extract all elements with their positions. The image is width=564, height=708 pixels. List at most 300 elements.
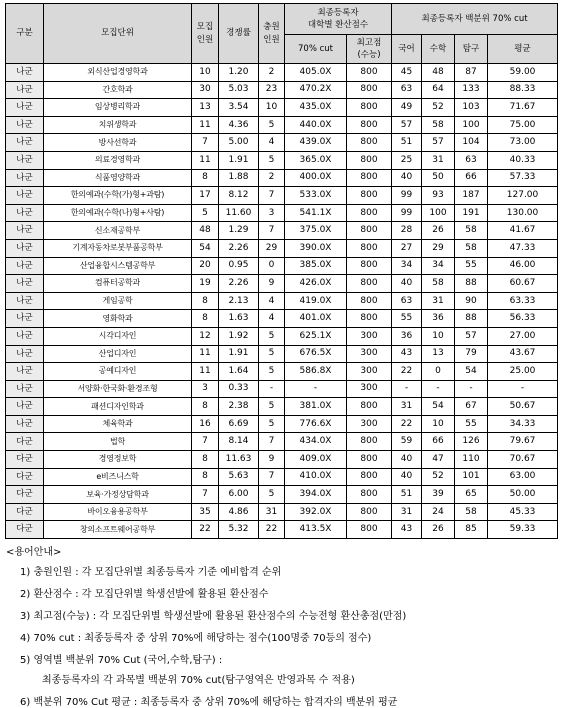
cell-cut: 440.0X bbox=[285, 116, 347, 134]
table-row bbox=[6, 134, 558, 152]
cell-max: 800 bbox=[347, 468, 392, 486]
cell-avg: 130.00 bbox=[488, 204, 558, 222]
header-max-line2: (수능) bbox=[357, 50, 381, 60]
cell-math: 100 bbox=[422, 204, 455, 222]
cell-max: 800 bbox=[347, 222, 392, 240]
cell-comp: 4.36 bbox=[219, 116, 259, 134]
cell-extra: 9 bbox=[259, 451, 285, 469]
glossary-line: 4) 70% cut : 최종등록자 중 상위 70%에 해당하는 점수(100명중 70등의 점수) bbox=[20, 633, 372, 644]
cell-avg: 34.33 bbox=[488, 415, 558, 433]
cell-inq: 58 bbox=[455, 222, 488, 240]
cell-max: 800 bbox=[347, 99, 392, 117]
cell-unit: 시각디자인 bbox=[44, 327, 192, 345]
cell-cut: 435.0X bbox=[285, 99, 347, 117]
cell-extra: 31 bbox=[259, 503, 285, 521]
cell-gu: 나군 bbox=[6, 398, 44, 416]
cell-max: 800 bbox=[347, 151, 392, 169]
cell-inwon: 11 bbox=[192, 151, 219, 169]
cell-avg: - bbox=[488, 380, 558, 398]
cell-comp: 1.88 bbox=[219, 169, 259, 187]
cell-kor: 51 bbox=[392, 486, 422, 504]
cell-kor: 51 bbox=[392, 134, 422, 152]
cell-avg: 63.00 bbox=[488, 468, 558, 486]
cell-comp: 1.20 bbox=[219, 64, 259, 82]
cell-math: 57 bbox=[422, 134, 455, 152]
cell-inq: 110 bbox=[455, 451, 488, 469]
cell-comp: 0.33 bbox=[219, 380, 259, 398]
cell-unit: 창의소프트웨어공학부 bbox=[44, 521, 192, 539]
table-row bbox=[6, 275, 558, 293]
table-row bbox=[6, 204, 558, 222]
header-score-group bbox=[285, 4, 392, 35]
cell-avg: 56.33 bbox=[488, 310, 558, 328]
cell-kor: 57 bbox=[392, 116, 422, 134]
cell-avg: 63.33 bbox=[488, 292, 558, 310]
cell-avg: 43.67 bbox=[488, 345, 558, 363]
cell-inq: 67 bbox=[455, 398, 488, 416]
header-score-group-line2: 대학별 환산점수 bbox=[307, 20, 369, 30]
cell-avg: 41.67 bbox=[488, 222, 558, 240]
cell-inq: 85 bbox=[455, 521, 488, 539]
cell-cut: 439.0X bbox=[285, 134, 347, 152]
cell-math: 26 bbox=[422, 222, 455, 240]
cell-inq: 63 bbox=[455, 151, 488, 169]
table-row bbox=[6, 521, 558, 539]
cell-unit: 컴퓨터공학과 bbox=[44, 275, 192, 293]
cell-gu: 나군 bbox=[6, 363, 44, 381]
header-inwon bbox=[192, 4, 219, 64]
cell-inq: 58 bbox=[455, 239, 488, 257]
cell-math: 31 bbox=[422, 151, 455, 169]
cell-avg: 127.00 bbox=[488, 187, 558, 205]
cell-extra: 7 bbox=[259, 187, 285, 205]
table-row bbox=[6, 151, 558, 169]
cell-inq: 104 bbox=[455, 134, 488, 152]
table-row bbox=[6, 81, 558, 99]
cell-kor: 31 bbox=[392, 398, 422, 416]
cell-max: 800 bbox=[347, 398, 392, 416]
cell-extra: 2 bbox=[259, 169, 285, 187]
cell-extra: 5 bbox=[259, 415, 285, 433]
cell-cut: 394.0X bbox=[285, 486, 347, 504]
cell-avg: 45.33 bbox=[488, 503, 558, 521]
cell-kor: 25 bbox=[392, 151, 422, 169]
cell-max: 800 bbox=[347, 257, 392, 275]
cell-gu: 다군 bbox=[6, 486, 44, 504]
cell-inwon: 17 bbox=[192, 187, 219, 205]
cell-math: 26 bbox=[422, 521, 455, 539]
cell-cut: 410.0X bbox=[285, 468, 347, 486]
table-row bbox=[6, 99, 558, 117]
cell-inwon: 7 bbox=[192, 486, 219, 504]
cell-max: 800 bbox=[347, 310, 392, 328]
cell-unit: 한의예과(수학(가)형+과탐) bbox=[44, 187, 192, 205]
cell-gu: 나군 bbox=[6, 116, 44, 134]
cell-math: - bbox=[422, 380, 455, 398]
cell-gu: 나군 bbox=[6, 415, 44, 433]
cell-cut: 385.0X bbox=[285, 257, 347, 275]
cell-inq: 66 bbox=[455, 169, 488, 187]
cell-math: 36 bbox=[422, 310, 455, 328]
header-pct-group: 최종등록자 백분위 70% cut bbox=[392, 4, 558, 35]
cell-extra: 23 bbox=[259, 81, 285, 99]
cell-max: 800 bbox=[347, 204, 392, 222]
cell-cut: 390.0X bbox=[285, 239, 347, 257]
cell-inwon: 12 bbox=[192, 327, 219, 345]
cell-inwon: 48 bbox=[192, 222, 219, 240]
cell-inq: 55 bbox=[455, 257, 488, 275]
cell-cut: 586.8X bbox=[285, 363, 347, 381]
glossary-line: 1) 충원인원 : 각 모집단위별 최종등록자 기준 예비합격 순위 bbox=[20, 567, 282, 578]
table-row bbox=[6, 64, 558, 82]
table-row bbox=[6, 415, 558, 433]
cell-gu: 다군 bbox=[6, 451, 44, 469]
cell-comp: 2.26 bbox=[219, 239, 259, 257]
cell-gu: 나군 bbox=[6, 257, 44, 275]
cell-inwon: 8 bbox=[192, 451, 219, 469]
cell-unit: 서양화·한국화·환경조형 bbox=[44, 380, 192, 398]
cell-comp: 11.63 bbox=[219, 451, 259, 469]
cell-max: 800 bbox=[347, 503, 392, 521]
table-row bbox=[6, 239, 558, 257]
cell-gu: 나군 bbox=[6, 134, 44, 152]
cell-math: 93 bbox=[422, 187, 455, 205]
cell-inq: 88 bbox=[455, 310, 488, 328]
table-row bbox=[6, 468, 558, 486]
cell-extra: 5 bbox=[259, 398, 285, 416]
cell-kor: 40 bbox=[392, 275, 422, 293]
cell-math: 10 bbox=[422, 327, 455, 345]
cell-math: 64 bbox=[422, 81, 455, 99]
cell-gu: 나군 bbox=[6, 310, 44, 328]
cell-comp: 3.54 bbox=[219, 99, 259, 117]
cell-unit: 기계자동차로봇부품공학부 bbox=[44, 239, 192, 257]
cell-avg: 47.33 bbox=[488, 239, 558, 257]
table-row bbox=[6, 257, 558, 275]
cell-extra: 4 bbox=[259, 310, 285, 328]
cell-inq: 88 bbox=[455, 275, 488, 293]
cell-unit: 경영정보학 bbox=[44, 451, 192, 469]
cell-inwon: 20 bbox=[192, 257, 219, 275]
cell-kor: 22 bbox=[392, 415, 422, 433]
cell-kor: 55 bbox=[392, 310, 422, 328]
glossary-line: 5) 영역별 백분위 70% Cut (국어,수학,탐구) : bbox=[20, 655, 223, 666]
cell-inwon: 22 bbox=[192, 521, 219, 539]
cell-max: 800 bbox=[347, 451, 392, 469]
header-inwon-line2: 인원 bbox=[196, 34, 214, 45]
table-row bbox=[6, 486, 558, 504]
cell-unit: 패션디자인학과 bbox=[44, 398, 192, 416]
cell-inwon: 54 bbox=[192, 239, 219, 257]
admission-results-table bbox=[5, 3, 558, 539]
cell-cut: 776.6X bbox=[285, 415, 347, 433]
header-avg: 평균 bbox=[488, 35, 558, 64]
cell-kor: 59 bbox=[392, 433, 422, 451]
cell-math: 58 bbox=[422, 116, 455, 134]
cell-kor: 31 bbox=[392, 503, 422, 521]
cell-unit: 산업융합시스템공학부 bbox=[44, 257, 192, 275]
cell-inwon: 16 bbox=[192, 415, 219, 433]
cell-comp: 2.13 bbox=[219, 292, 259, 310]
cell-avg: 25.00 bbox=[488, 363, 558, 381]
cell-gu: 다군 bbox=[6, 468, 44, 486]
cell-inwon: 35 bbox=[192, 503, 219, 521]
cell-unit: 신소재공학부 bbox=[44, 222, 192, 240]
cell-unit: e비즈니스학 bbox=[44, 468, 192, 486]
cell-comp: 5.00 bbox=[219, 134, 259, 152]
cell-kor: 22 bbox=[392, 363, 422, 381]
cell-extra: 5 bbox=[259, 327, 285, 345]
cell-max: 800 bbox=[347, 187, 392, 205]
cell-inq: 87 bbox=[455, 64, 488, 82]
cell-comp: 5.63 bbox=[219, 468, 259, 486]
cell-math: 47 bbox=[422, 451, 455, 469]
cell-unit: 보육·가정상담학과 bbox=[44, 486, 192, 504]
cell-avg: 50.00 bbox=[488, 486, 558, 504]
cell-gu: 나군 bbox=[6, 187, 44, 205]
cell-unit: 공예디자인 bbox=[44, 363, 192, 381]
cell-unit: 방사선학과 bbox=[44, 134, 192, 152]
cell-extra: 7 bbox=[259, 433, 285, 451]
cell-inwon: 8 bbox=[192, 169, 219, 187]
cell-avg: 46.00 bbox=[488, 257, 558, 275]
cell-cut: 470.2X bbox=[285, 81, 347, 99]
cell-inwon: 10 bbox=[192, 64, 219, 82]
cell-math: 58 bbox=[422, 275, 455, 293]
table-row bbox=[6, 451, 558, 469]
cell-avg: 57.33 bbox=[488, 169, 558, 187]
cell-inwon: 8 bbox=[192, 468, 219, 486]
cell-extra: 4 bbox=[259, 292, 285, 310]
cell-avg: 88.33 bbox=[488, 81, 558, 99]
cell-avg: 70.67 bbox=[488, 451, 558, 469]
cell-max: 300 bbox=[347, 327, 392, 345]
header-inwon-line1: 모집 bbox=[196, 22, 214, 32]
cell-gu: 나군 bbox=[6, 345, 44, 363]
cell-cut: 405.0X bbox=[285, 64, 347, 82]
cell-unit: 게임공학 bbox=[44, 292, 192, 310]
header-score-group-line1: 최종등록자 bbox=[317, 7, 359, 18]
cell-inwon: 11 bbox=[192, 345, 219, 363]
cell-inq: 58 bbox=[455, 503, 488, 521]
cell-max: 800 bbox=[347, 169, 392, 187]
cell-math: 29 bbox=[422, 239, 455, 257]
glossary-line: 6) 백분위 70% Cut 평균 : 최종등록자 중 상위 70%에 해당하는 합격자의 백분위 평균 bbox=[20, 697, 398, 708]
cell-cut: 676.5X bbox=[285, 345, 347, 363]
cell-gu: 다군 bbox=[6, 521, 44, 539]
cell-max: 300 bbox=[347, 363, 392, 381]
cell-gu: 다군 bbox=[6, 433, 44, 451]
cell-math: 52 bbox=[422, 99, 455, 117]
cell-inq: 191 bbox=[455, 204, 488, 222]
cell-max: 800 bbox=[347, 433, 392, 451]
header-inq: 탐구 bbox=[455, 35, 488, 64]
cell-math: 54 bbox=[422, 398, 455, 416]
cell-inwon: 30 bbox=[192, 81, 219, 99]
cell-kor: 49 bbox=[392, 99, 422, 117]
cell-extra: 5 bbox=[259, 486, 285, 504]
cell-inq: 54 bbox=[455, 363, 488, 381]
cell-inq: 126 bbox=[455, 433, 488, 451]
cell-extra: - bbox=[259, 380, 285, 398]
header-max bbox=[347, 35, 392, 64]
cell-kor: 36 bbox=[392, 327, 422, 345]
cell-kor: 99 bbox=[392, 187, 422, 205]
cell-max: 800 bbox=[347, 292, 392, 310]
cell-inq: 133 bbox=[455, 81, 488, 99]
cell-avg: 60.67 bbox=[488, 275, 558, 293]
cell-comp: 1.91 bbox=[219, 151, 259, 169]
cell-unit: 치위생학과 bbox=[44, 116, 192, 134]
cell-kor: 40 bbox=[392, 468, 422, 486]
cell-gu: 나군 bbox=[6, 64, 44, 82]
table-row bbox=[6, 503, 558, 521]
cell-max: 800 bbox=[347, 275, 392, 293]
cell-extra: 5 bbox=[259, 116, 285, 134]
cell-avg: 75.00 bbox=[488, 116, 558, 134]
cell-gu: 나군 bbox=[6, 169, 44, 187]
cell-gu: 나군 bbox=[6, 204, 44, 222]
cell-gu: 나군 bbox=[6, 380, 44, 398]
cell-kor: 43 bbox=[392, 345, 422, 363]
cell-comp: 5.03 bbox=[219, 81, 259, 99]
cell-cut: - bbox=[285, 380, 347, 398]
cell-max: 800 bbox=[347, 116, 392, 134]
cell-max: 800 bbox=[347, 64, 392, 82]
cell-cut: 365.0X bbox=[285, 151, 347, 169]
cell-kor: 63 bbox=[392, 292, 422, 310]
cell-comp: 8.12 bbox=[219, 187, 259, 205]
cell-unit: 외식산업경영학과 bbox=[44, 64, 192, 82]
cell-unit: 의료경영학과 bbox=[44, 151, 192, 169]
cell-unit: 산업디자인 bbox=[44, 345, 192, 363]
cell-extra: 2 bbox=[259, 64, 285, 82]
cell-math: 13 bbox=[422, 345, 455, 363]
cell-kor: 28 bbox=[392, 222, 422, 240]
header-competition: 경쟁률 bbox=[219, 4, 259, 64]
cell-max: 800 bbox=[347, 521, 392, 539]
cell-math: 24 bbox=[422, 503, 455, 521]
cell-avg: 40.33 bbox=[488, 151, 558, 169]
cell-math: 66 bbox=[422, 433, 455, 451]
cell-cut: 400.0X bbox=[285, 169, 347, 187]
cell-gu: 나군 bbox=[6, 275, 44, 293]
cell-gu: 나군 bbox=[6, 99, 44, 117]
cell-inq: 187 bbox=[455, 187, 488, 205]
cell-cut: 375.0X bbox=[285, 222, 347, 240]
header-extra bbox=[259, 4, 285, 64]
cell-inwon: 19 bbox=[192, 275, 219, 293]
cell-inwon: 3 bbox=[192, 380, 219, 398]
cell-extra: 10 bbox=[259, 99, 285, 117]
cell-math: 50 bbox=[422, 169, 455, 187]
header-max-line1: 최고점 bbox=[356, 37, 382, 48]
cell-kor: - bbox=[392, 380, 422, 398]
cell-math: 31 bbox=[422, 292, 455, 310]
header-gu: 구분 bbox=[6, 4, 44, 64]
cell-comp: 1.64 bbox=[219, 363, 259, 381]
cell-comp: 1.92 bbox=[219, 327, 259, 345]
glossary-line: 3) 최고점(수능) : 각 모집단위별 학생선발에 활용된 환산점수의 수능전형 환산총점(만점) bbox=[20, 611, 407, 622]
cell-cut: 419.0X bbox=[285, 292, 347, 310]
table-row bbox=[6, 187, 558, 205]
cell-kor: 63 bbox=[392, 81, 422, 99]
cell-inq: 103 bbox=[455, 99, 488, 117]
cell-inq: 79 bbox=[455, 345, 488, 363]
cell-max: 300 bbox=[347, 415, 392, 433]
table-row bbox=[6, 292, 558, 310]
cell-avg: 27.00 bbox=[488, 327, 558, 345]
cell-gu: 나군 bbox=[6, 151, 44, 169]
cell-extra: 0 bbox=[259, 257, 285, 275]
cell-max: 800 bbox=[347, 81, 392, 99]
cell-extra: 5 bbox=[259, 345, 285, 363]
cell-extra: 5 bbox=[259, 151, 285, 169]
cell-kor: 99 bbox=[392, 204, 422, 222]
cell-avg: 73.00 bbox=[488, 134, 558, 152]
cell-unit: 체육학과 bbox=[44, 415, 192, 433]
cell-max: 800 bbox=[347, 239, 392, 257]
table-header bbox=[6, 4, 558, 64]
cell-comp: 1.29 bbox=[219, 222, 259, 240]
cell-max: 800 bbox=[347, 134, 392, 152]
cell-extra: 9 bbox=[259, 275, 285, 293]
cell-inwon: 8 bbox=[192, 398, 219, 416]
cell-gu: 다군 bbox=[6, 503, 44, 521]
cell-unit: 한의예과(수학(나)형+사탐) bbox=[44, 204, 192, 222]
header-math: 수학 bbox=[422, 35, 455, 64]
glossary-title: <용어안내> bbox=[6, 547, 62, 558]
cell-gu: 나군 bbox=[6, 222, 44, 240]
cell-comp: 6.00 bbox=[219, 486, 259, 504]
table-row bbox=[6, 380, 558, 398]
cell-extra: 4 bbox=[259, 134, 285, 152]
cell-math: 0 bbox=[422, 363, 455, 381]
cell-gu: 나군 bbox=[6, 292, 44, 310]
table-row bbox=[6, 222, 558, 240]
cell-inwon: 13 bbox=[192, 99, 219, 117]
cell-extra: 7 bbox=[259, 222, 285, 240]
table-row bbox=[6, 116, 558, 134]
cell-kor: 40 bbox=[392, 169, 422, 187]
cell-comp: 1.63 bbox=[219, 310, 259, 328]
cell-inq: 65 bbox=[455, 486, 488, 504]
cell-cut: 533.0X bbox=[285, 187, 347, 205]
cell-cut: 625.1X bbox=[285, 327, 347, 345]
cell-unit: 영화학과 bbox=[44, 310, 192, 328]
cell-math: 34 bbox=[422, 257, 455, 275]
cell-comp: 2.38 bbox=[219, 398, 259, 416]
cell-cut: 392.0X bbox=[285, 503, 347, 521]
cell-cut: 413.5X bbox=[285, 521, 347, 539]
cell-math: 10 bbox=[422, 415, 455, 433]
cell-max: 800 bbox=[347, 486, 392, 504]
cell-inq: 101 bbox=[455, 468, 488, 486]
cell-gu: 나군 bbox=[6, 327, 44, 345]
header-kor: 국어 bbox=[392, 35, 422, 64]
cell-avg: 59.00 bbox=[488, 64, 558, 82]
cell-comp: 11.60 bbox=[219, 204, 259, 222]
table-row bbox=[6, 310, 558, 328]
cell-inwon: 11 bbox=[192, 363, 219, 381]
cell-avg: 50.67 bbox=[488, 398, 558, 416]
glossary-line: 최종등록자의 각 과목별 백분위 70% cut(탐구영역은 반영과목 수 적용) bbox=[42, 675, 355, 686]
cell-inq: 100 bbox=[455, 116, 488, 134]
table-row bbox=[6, 398, 558, 416]
cell-unit: 법학 bbox=[44, 433, 192, 451]
cell-cut: 541.1X bbox=[285, 204, 347, 222]
cell-inwon: 8 bbox=[192, 310, 219, 328]
